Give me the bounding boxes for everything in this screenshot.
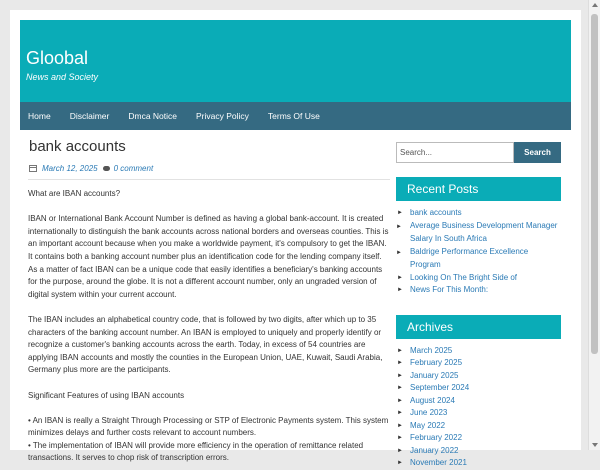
arrow-right-icon: ► [397, 372, 403, 379]
post-bullet: • The implementation of IBAN will provide more efficiency in the operation of remittance related transactions. It serves to chop risk of transcription errors. [28, 440, 364, 463]
arrow-right-icon: ► [397, 435, 403, 441]
arrow-right-icon: ► [397, 287, 403, 293]
scroll-down-icon[interactable] [592, 443, 598, 447]
divider [28, 179, 390, 180]
post-date[interactable]: March 12, 2025 [42, 164, 98, 173]
recent-post-item[interactable]: ► Looking On The Bright Side of [396, 272, 561, 285]
recent-posts-widget [396, 177, 561, 297]
scroll-up-icon[interactable] [592, 3, 598, 7]
arrow-right-icon: ► [397, 460, 403, 466]
search-button[interactable]: Search [514, 142, 561, 163]
arrow-right-icon: ► [396, 223, 402, 230]
arrow-right-icon: ► [397, 397, 403, 404]
post-bullet: • An IBAN is really a Straight Through Processing or STP of Electronic Payments system. This system minimizes delays and further costs relevant to account numbers. [28, 415, 389, 438]
recent-post-item[interactable]: ► Average Business Development Manager Salary In South Africa [396, 220, 558, 243]
arrow-right-icon: ► [397, 347, 403, 354]
main-nav [20, 102, 571, 130]
vertical-scrollbar[interactable] [588, 0, 600, 450]
search-form [396, 142, 561, 163]
post-comments[interactable]: 0 comment [113, 164, 154, 173]
recent-post-item[interactable]: ► bank accounts [396, 207, 561, 220]
arrow-right-icon: ► [397, 410, 403, 416]
nav-disclaimer[interactable]: Disclaimer [69, 111, 110, 121]
arrow-right-icon: ► [397, 360, 403, 366]
post-paragraph: Significant Features of using IBAN accounts [28, 390, 185, 400]
post-title: bank accounts [29, 138, 126, 155]
archive-item[interactable]: ► November 2021 [396, 457, 561, 470]
archive-item[interactable]: ► February 2022 [396, 432, 561, 445]
archives-list [396, 345, 561, 470]
post-meta [28, 164, 390, 173]
archive-item[interactable]: ► January 2022 [396, 445, 561, 458]
archive-item[interactable]: ► June 2023 [396, 407, 561, 420]
archive-item[interactable]: ► January 2025 [396, 370, 561, 383]
recent-post-item[interactable]: ► News For This Month: [396, 284, 561, 297]
comment-icon [103, 166, 110, 171]
archives-widget [396, 315, 561, 470]
archive-item[interactable]: ► May 2022 [396, 420, 561, 433]
archives-title: Archives [396, 315, 561, 339]
arrow-right-icon: ► [397, 274, 403, 281]
page [10, 10, 581, 467]
post-content [28, 188, 390, 465]
nav-privacy-policy[interactable]: Privacy Policy [196, 111, 249, 121]
site-header [20, 20, 571, 102]
recent-posts-title: Recent Posts [396, 177, 561, 201]
search-input[interactable] [396, 142, 514, 163]
recent-post-item[interactable]: ► Baldrige Performance Excellence Program [396, 246, 529, 269]
calendar-icon [29, 165, 37, 172]
recent-posts-list [396, 207, 561, 297]
arrow-right-icon: ► [397, 447, 403, 454]
arrow-right-icon: ► [397, 422, 403, 429]
archive-item[interactable]: ► March 2025 [396, 345, 561, 358]
archive-item[interactable]: ► February 2025 [396, 357, 561, 370]
post-article [28, 138, 390, 465]
post-paragraph: What are IBAN accounts? [28, 189, 121, 198]
archive-item[interactable]: ► September 2024 [396, 382, 561, 395]
arrow-right-icon: ► [397, 385, 403, 391]
arrow-right-icon: ► [396, 249, 402, 256]
archive-item[interactable]: ► August 2024 [396, 395, 561, 408]
site-description: News and Society [26, 72, 99, 82]
post-paragraph: IBAN or International Bank Account Number is defined as having a global bank-account. It is created internationally to distinguish the bank accounts across national borders and overseas counties. This is an important account because when you make a worldwide payment, it's compulsory to get the IBAN. It contains both a banking account number plus an identification code for the lending company itself. As a matter of fact IBAN can be a unique code that easily identifies a beneficiary's banking accounts for the purpose, around the globe. It is not a different account number, only an ungraded version of digital system within your current account. [28, 214, 389, 299]
arrow-right-icon: ► [397, 210, 403, 216]
scroll-thumb[interactable] [591, 14, 598, 354]
post-paragraph: The IBAN includes an alphabetical country code, that is followed by two digits, after which up to 35 characters of the banking account number. An IBAN is employed to uniquely and properly identify or recognize a customer's banking accounts across the earth. Today, in excess of 54 countries are applying IBAN accounts and mostly the counties in the European Union, UAE, Kuwait, Saudi Arabia, Germany plus more are the participants. [28, 314, 383, 375]
nav-home[interactable]: Home [28, 111, 51, 121]
nav-terms-of-use[interactable]: Terms Of Use [267, 111, 320, 121]
sidebar [396, 142, 561, 470]
nav-dmca-notice[interactable]: Dmca Notice [128, 111, 178, 121]
site-title[interactable]: Gloobal [26, 48, 89, 68]
